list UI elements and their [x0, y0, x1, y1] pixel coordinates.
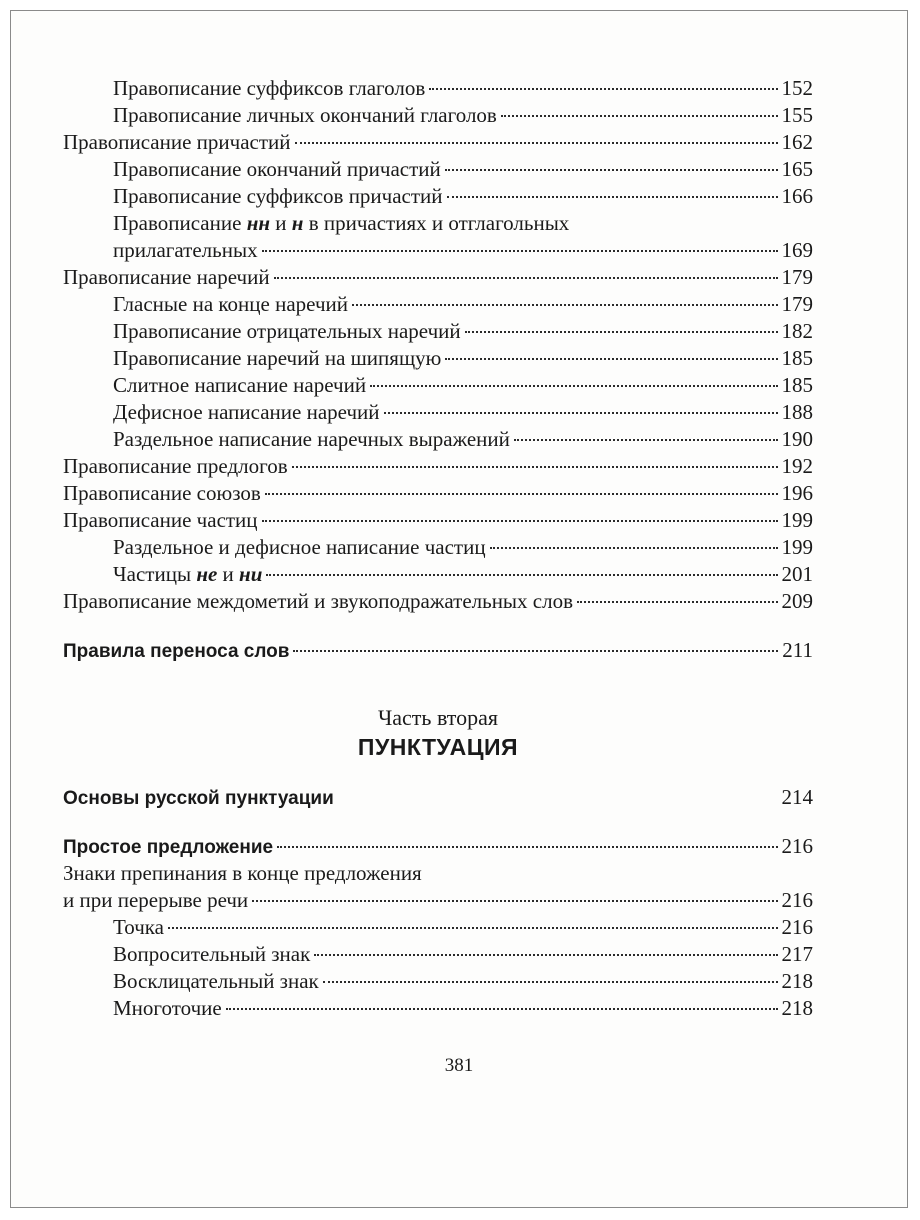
toc-entry-first-line: [63, 210, 813, 237]
toc-entry-title: Правописание союзов: [63, 481, 261, 505]
dot-leader: [168, 927, 778, 929]
toc-entry-title: [113, 561, 262, 588]
dot-leader: [465, 331, 778, 333]
toc-entry-title: Раздельное и дефисное написание частиц: [113, 535, 486, 559]
dot-leader: [262, 520, 778, 522]
toc-entry-page: 217: [781, 942, 813, 966]
toc-emphasis-ni: ни: [239, 562, 263, 586]
toc-entry-title: Точка: [113, 915, 164, 939]
toc-entry-title: Правописание отрицательных наречий: [113, 319, 461, 343]
toc-entry-title: Восклицательный знак: [113, 969, 319, 993]
toc-text: Частицы: [113, 562, 197, 586]
toc-entry-page: 182: [781, 319, 813, 343]
dot-leader: [429, 88, 777, 90]
toc-entry-page: 211: [782, 638, 813, 662]
toc-entry-title: Правописание суффиксов причастий: [113, 184, 443, 208]
toc-entry-title: Простое предложение: [63, 837, 274, 858]
toc-entry-title: Вопросительный знак: [113, 942, 311, 966]
toc-entry: [63, 129, 813, 156]
dot-leader: [352, 304, 778, 306]
toc-entry-page: 152: [781, 76, 813, 100]
toc-text: и: [217, 562, 240, 586]
toc-entry: [63, 156, 813, 183]
toc-entry-title: Правописание междометий и звукоподражательных слов: [63, 589, 574, 613]
toc-entry-particles: [63, 561, 813, 588]
dot-leader: [445, 169, 778, 171]
book-page: [10, 10, 908, 1208]
toc-emphasis-nn: нн: [246, 211, 271, 235]
dot-leader: [226, 1008, 778, 1010]
toc-entry: [63, 399, 813, 426]
toc-entry-page: 216: [781, 915, 813, 939]
toc-entry: [63, 183, 813, 210]
toc-entry-title: Правописание окончаний причастий: [113, 157, 441, 181]
part-heading: Часть вторая: [377, 705, 499, 730]
toc-entry: [63, 534, 813, 561]
toc-entry: [63, 291, 813, 318]
toc-text: в причастиях и отглагольных: [303, 211, 570, 235]
dot-leader: [266, 574, 777, 576]
toc-entry-end-marks: [63, 860, 813, 914]
dot-leader: [295, 142, 778, 144]
part-subheading: ПУНКТУАЦИЯ: [357, 734, 519, 760]
toc-entry-hyphenation: [63, 637, 813, 664]
toc-entry-page: 214: [781, 785, 813, 809]
dot-leader: [314, 954, 777, 956]
spacer: [63, 762, 813, 784]
toc-emphasis-ne: не: [196, 562, 218, 586]
toc-entry: [63, 588, 813, 615]
toc-entry-page: 185: [781, 373, 813, 397]
toc-entry-title: Основы русской пунктуации: [63, 788, 334, 809]
toc-entry-basics: [63, 784, 813, 811]
dot-leader: [514, 439, 778, 441]
dot-leader: [384, 412, 778, 414]
dot-leader: [323, 981, 778, 983]
toc-entry: [63, 372, 813, 399]
page-number: 381: [444, 1055, 474, 1076]
toc-entry-page: 185: [781, 346, 813, 370]
toc-entry-page: 199: [781, 508, 813, 532]
toc-entry: [63, 345, 813, 372]
toc-entry-page: 218: [781, 996, 813, 1020]
toc-entry: [63, 426, 813, 453]
toc-entry-page: 216: [781, 834, 813, 858]
dot-leader: [501, 115, 778, 117]
toc-entry-title: Правописание личных окончаний глаголов: [113, 103, 497, 127]
toc-entry-first-line: [63, 860, 813, 887]
toc-entry-title: Гласные на конце наречий: [113, 292, 348, 316]
toc-entry-page: 192: [781, 454, 813, 478]
toc-entry-page: 169: [781, 238, 813, 262]
toc-entry-title: Многоточие: [113, 996, 222, 1020]
toc-entry-page: 209: [781, 589, 813, 613]
toc-entry: [63, 453, 813, 480]
toc-entry-page: 166: [781, 184, 813, 208]
toc-entry-title: Правописание частиц: [63, 508, 258, 532]
toc-entry: [63, 941, 813, 968]
spacer: [63, 664, 813, 704]
dot-leader: [277, 846, 777, 848]
toc-entry-title: Правила переноса слов: [63, 641, 290, 662]
dot-leader: [370, 385, 777, 387]
toc-text: Правописание: [113, 211, 247, 235]
toc-entry: [63, 102, 813, 129]
dot-leader: [293, 650, 778, 652]
toc-entry: [63, 318, 813, 345]
toc-entry-page: 155: [781, 103, 813, 127]
dot-leader: [274, 277, 778, 279]
toc-entry: [63, 264, 813, 291]
toc-entry-second-line: [63, 237, 813, 264]
toc-entry-simple-sentence: [63, 833, 813, 860]
spacer: [63, 615, 813, 637]
dot-leader: [577, 601, 777, 603]
toc-entry-page: 218: [781, 969, 813, 993]
dot-leader: [338, 797, 778, 799]
toc-emphasis-n: н: [291, 211, 304, 235]
toc-entry-second-line: [63, 887, 813, 914]
toc-entry-title: Раздельное написание наречных выражений: [113, 427, 510, 451]
toc-entry: [63, 995, 813, 1022]
toc-text: и: [270, 211, 292, 235]
spacer: [63, 811, 813, 833]
toc-entry-title: Дефисное написание наречий: [113, 400, 380, 424]
toc-entry-title: Слитное написание наречий: [113, 373, 367, 397]
toc-entry-nn-n: [63, 210, 813, 264]
dot-leader: [292, 466, 778, 468]
toc-entry-page: 188: [781, 400, 813, 424]
dot-leader: [252, 900, 777, 902]
dot-leader: [265, 493, 778, 495]
toc-entry-page: 179: [781, 292, 813, 316]
toc-entry-page: 190: [781, 427, 813, 451]
dot-leader: [490, 547, 778, 549]
toc-entry-page: 216: [781, 888, 813, 912]
dot-leader: [262, 250, 778, 252]
toc-section-4: [63, 914, 813, 1022]
toc-entry: [63, 968, 813, 995]
toc-entry-title: Правописание наречий на шипящую: [113, 346, 442, 370]
toc-section-1: [63, 75, 813, 210]
toc-entry-title: Знаки препинания в конце предложения: [63, 861, 422, 885]
toc-entry: [63, 480, 813, 507]
toc-entry-page: 196: [781, 481, 813, 505]
dot-leader: [445, 358, 777, 360]
toc-section-2: [63, 264, 813, 561]
toc-entry-page: 199: [781, 535, 813, 559]
toc-entry-page: 179: [781, 265, 813, 289]
toc-entry: [63, 507, 813, 534]
dot-leader: [447, 196, 778, 198]
toc-entry: [63, 914, 813, 941]
toc-entry: [63, 75, 813, 102]
toc-section-3: [63, 588, 813, 615]
toc-entry-title: Правописание наречий: [63, 265, 270, 289]
table-of-contents: [63, 75, 813, 1022]
toc-entry-title: прилагательных: [113, 238, 258, 262]
toc-entry-title: Правописание суффиксов глаголов: [113, 76, 426, 100]
toc-entry-page: 201: [781, 562, 813, 586]
toc-entry-title: и при перерыве речи: [63, 888, 249, 912]
toc-entry-title: Правописание причастий: [63, 130, 291, 154]
toc-entry-page: 162: [781, 130, 813, 154]
toc-entry-title: Правописание предлогов: [63, 454, 288, 478]
toc-entry-page: 165: [781, 157, 813, 181]
